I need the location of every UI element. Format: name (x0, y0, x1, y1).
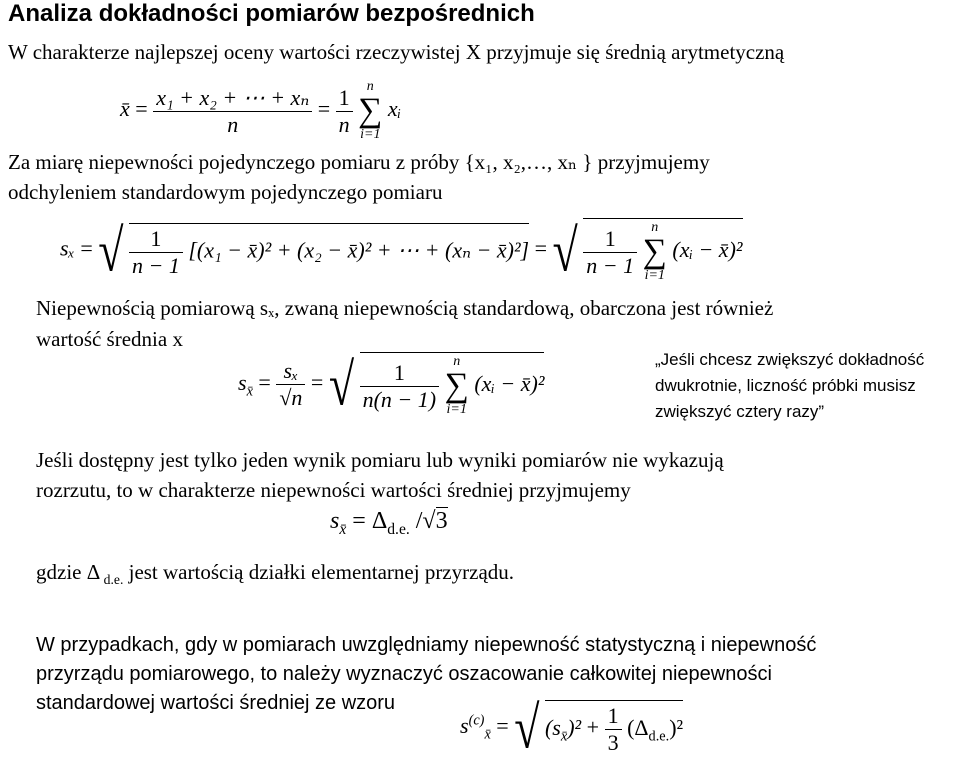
delta-def-post: jest wartością działki elementarnej przyrządu. (123, 560, 515, 584)
std-bracket: [(x₁ − x̄)² + (x₂ − x̄)² + ⋯ + (xₙ − x̄)²] (188, 237, 530, 263)
std-one-b: 1 (583, 226, 637, 253)
mean-std-den-n: n (291, 385, 303, 410)
std-denominator-b: n − 1 (586, 252, 635, 278)
mean-std-one: 1 (360, 360, 440, 387)
std-one: 1 (129, 226, 183, 253)
mean-fraction (153, 85, 312, 138)
mean-std-den: √n (279, 385, 303, 410)
mean-numerator: x₁ + x₂ + ⋯ + xₙ (153, 85, 312, 112)
mean-std-term: (xᵢ − x̄)² (474, 371, 545, 397)
delta-symbol: Δ (86, 560, 101, 584)
std-radicand (129, 223, 529, 279)
mean-uncertainty-line1: Niepewnością pomiarową sₓ, zwaną niepewnością standardową, obarczona jest również (36, 296, 774, 320)
combined-formula: $s^{(c)}_{x̄}$ = √ $(s_{x̄})^2$ + $\frac{1}{3}$ $(\Delta_{d.e.})^2$ (460, 694, 684, 761)
sum-operator: n ∑ i=1 (358, 79, 383, 142)
mean-std-sum-top: n (453, 354, 461, 369)
mean-std-formula: $s_{x̄}$ = $\frac{\text{sₓ}}{√n}$ = √ $\frac{1}{n(n - 1)}$ n ∑ i=1 (xᵢ − x̄)² (238, 350, 545, 417)
combined-term2-sub: d.e. (648, 727, 670, 744)
sum-bottom: i=1 (360, 127, 381, 142)
combined-term1: (s (544, 714, 561, 740)
instrument-formula: $s_{x̄} = \Delta_{d.e.}$ /√3 (330, 508, 448, 538)
mean-n: n (338, 111, 350, 137)
mean-formula: x̄ = $\frac{\text{x₁ + x₂ + ⋯ + xₙ}}{n}$ = $\frac{1}{n}$ n ∑ i=1 xᵢ (120, 79, 402, 142)
combined-one: 1 (605, 703, 622, 730)
combined-term1-sub: x̄ (560, 727, 568, 744)
instrument-delta-sub: d.e. (387, 520, 410, 538)
single-result-line2: rozrzutu, to w charakterze niepewności wartości średniej przyjmujemy (36, 478, 631, 502)
std-radicand-sum: $\frac{1}{n - 1}$ n ∑ i=1 (xᵢ − x̄)² (583, 218, 742, 283)
side-note-line2: dwukrotnie, liczność próbki musisz (655, 376, 916, 395)
uncertainty-paragraph-line2: odchyleniem standardowym pojedynczego pomiaru (8, 180, 443, 204)
side-note-line3: zwiększyć cztery razy” (655, 402, 825, 421)
mean-std-sum-bottom: i=1 (446, 402, 467, 417)
combined-line3: standardowej wartości średniej ze wzoru (36, 692, 396, 714)
std-lhs: sₓ (60, 235, 75, 261)
mean-denominator: n (227, 111, 239, 137)
delta-def-sub: d.e. (100, 572, 124, 588)
combined-line2: przyrządu pomiarowego, to należy wyznaczyć oszacowanie całkowitej niepewności (36, 663, 772, 685)
combined-lhs-sup: (c) (468, 712, 485, 729)
sum-top: n (366, 79, 374, 94)
mean-term: xᵢ (387, 96, 402, 122)
mean-std-radicand: $\frac{1}{n(n - 1)}$ n ∑ i=1 (xᵢ − x̄)² (360, 352, 545, 417)
single-result-line1: Jeśli dostępny jest tylko jeden wynik pomiaru lub wyniki pomiarów nie wykazują (36, 448, 724, 472)
mean-std-fraction (276, 358, 305, 411)
mean-std-num: sₓ (276, 358, 305, 385)
instrument-delta: Δ (371, 508, 388, 534)
mean-one-over-n (336, 85, 353, 138)
combined-radicand: $(s_{x̄})^2$ + $\frac{1}{3}$ $(\Delta_{d.e.})^2$ (545, 700, 683, 756)
combined-lhs: s (460, 713, 469, 739)
intro-paragraph: W charakterze najlepszej oceny wartości rzeczywistej X przyjmuje się średnią arytmetyczną (8, 40, 785, 64)
mean-std-sub: x̄ (246, 382, 253, 399)
mean-lhs: x̄ (120, 96, 130, 122)
mean-std-lhs (238, 369, 253, 399)
combined-term2: (Δ (627, 714, 649, 740)
mean-std-s: s (238, 369, 247, 395)
instrument-lhs-sub: x̄ (339, 520, 347, 538)
std-denominator: n − 1 (132, 252, 180, 278)
combined-lhs-sub: x̄ (484, 726, 491, 743)
mean-uncertainty-line2: wartość średnia x (36, 327, 183, 351)
combined-three: 3 (607, 730, 619, 755)
combined-term2-end: )² (669, 714, 684, 740)
combined-term1-end: )² (567, 714, 582, 740)
combined-line1: W przypadkach, gdy w pomiarach uwzględniamy niepewność statystyczną i niepewność (36, 634, 817, 656)
uncertainty-paragraph-line1: Za miarę niepewności pojedynczego pomiaru z próby {x₁, x₂,…, xₙ } przyjmujemy (8, 150, 710, 174)
std-term: (xᵢ − x̄)² (672, 237, 743, 263)
instrument-root: 3 (435, 508, 448, 534)
delta-def-pre: gdzie (36, 560, 87, 584)
delta-definition (36, 560, 514, 588)
instrument-lhs: s (330, 508, 340, 534)
std-sum-bottom: i=1 (644, 268, 665, 283)
page-title: Analiza dokładności pomiarów bezpośrednich (8, 0, 535, 27)
side-note-line1: „Jeśli chcesz zwiększyć dokładność (655, 350, 925, 369)
mean-one: 1 (336, 85, 353, 112)
std-dev-formula: sₓ = √ $\frac{1}{n - 1}$ [(x₁ − x̄)² + (x₂ − x̄)² + ⋯ + (xₙ − x̄)²] = √ $\frac{1}{n - 1}$ n ∑ i=1 (xᵢ − x̄)² (60, 216, 743, 283)
mean-std-den2: n(n − 1) (362, 386, 437, 412)
std-sum-top: n (651, 220, 659, 235)
